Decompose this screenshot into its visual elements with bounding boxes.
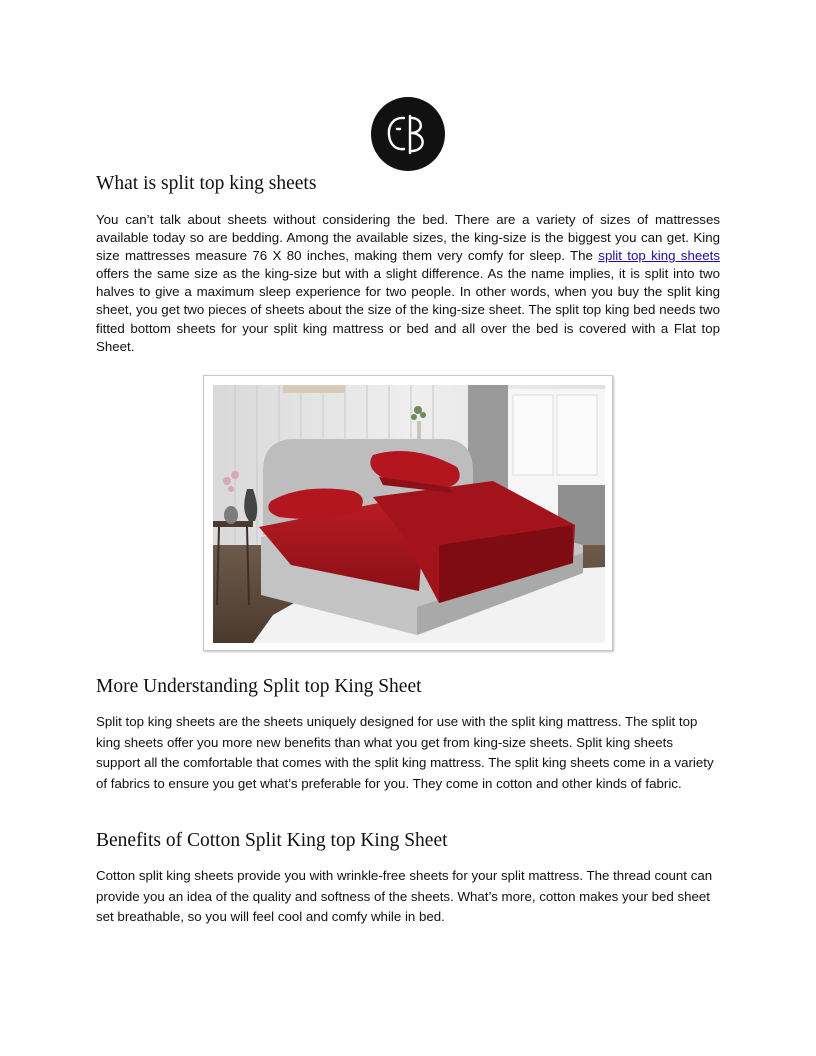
bed-photo-frame (203, 375, 613, 651)
section-heading-benefits: Benefits of Cotton Split King top King Sheet (96, 830, 448, 851)
section-heading-what-is: What is split top king sheets (96, 173, 317, 194)
split-king-bed-photo (213, 385, 605, 643)
paragraph-text: You can’t talk about sheets without considering the bed. There are a variety of sizes of mattresses available today so are bedding. Among the available sizes, the king-size is the biggest you can get. King size mattresses measure 76 X 80 inches, making them very comfy for sleep. The (96, 212, 720, 264)
section-heading-more-understanding: More Understanding Split top King Sheet (96, 676, 422, 697)
split-top-king-sheets-link[interactable]: split top king sheets (598, 248, 720, 264)
section-paragraph-more-understanding: Split top king sheets are the sheets uniquely designed for use with the split king mattress. The split top king sheets offer you more new benefits than what you get from king-size sheets. Split king sheets support all the comfortable that comes with the split king mattress. The split king sheets come in a variety of fabrics to ensure you get what’s preferable for you. They come in cotton and other kinds of fabric. (96, 714, 714, 791)
cb-logo-icon (371, 97, 445, 171)
paragraph-text: offers the same size as the king-size but with a slight difference. As the name implies, it is split into two halves to give a maximum sleep experience for two people. In other words, when you buy the split king sheet, you get two pieces of sheets about the size of the king-size sheet. The split top king bed needs two fitted bottom sheets for your split king mattress or bed and all over the bed is covered with a Flat top Sheet. (96, 266, 720, 354)
section-paragraph-what-is (96, 211, 720, 356)
section-paragraph-benefits: Cotton split king sheets provide you with wrinkle-free sheets for your split mattress. The thread count can provide you an idea of the quality and softness of the sheets. What’s more, cotton makes your bed sheet set breathable, so you will feel cool and comfy while in bed. (96, 868, 713, 925)
